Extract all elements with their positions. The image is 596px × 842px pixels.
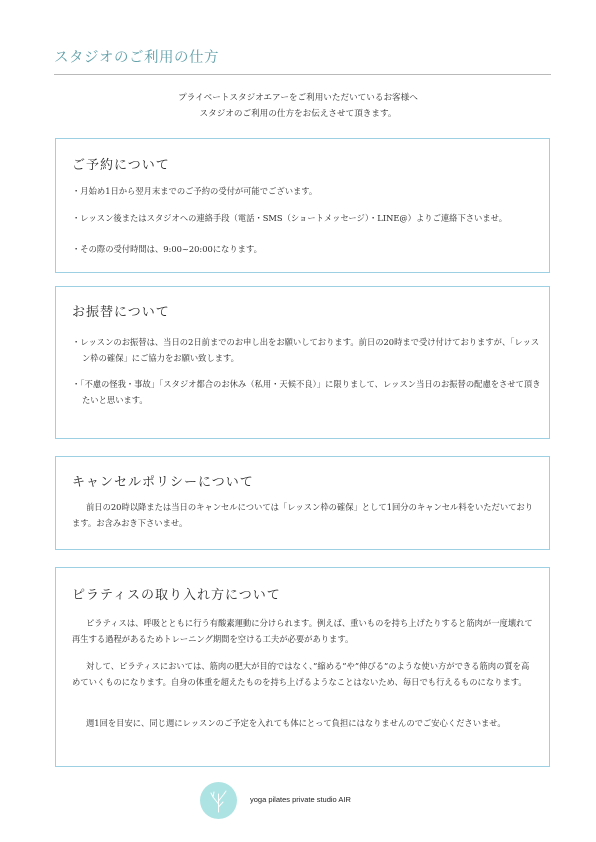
reservation-heading: ご予約について [72,158,170,173]
pilates-section [55,567,550,767]
reservation-item: ・レッスン後またはスタジオへの連絡手段（電話・SMS（ショートメッセージ）・LINE@）よりご連絡下さいませ。 [72,213,507,223]
pilates-paragraph: 対して、ピラティスにおいては、筋肉の肥大が目的ではなく、”縮める”や”伸びる”のような使い方ができる筋肉の質を高めていくものになります。自身の体重を超えたものを持ち上げるようなことはないため、毎日でも行えるものになります。 [72,661,530,687]
tree-logo-icon [200,782,237,819]
reservation-item: ・その際の受付時間は、9:00~20:00になります。 [72,244,262,254]
pilates-heading: ピラティスの取り入れ方について [72,588,281,603]
reschedule-item: ・レッスンのお振替は、当日の2日前までのお申し出をお願いしております。前日の20時まで受け付けておりますが、「レッスン枠の確保」にご協力をお願い致します。 [72,337,540,363]
title-divider [54,74,551,75]
page-title: スタジオのご利用の仕方 [54,50,219,66]
reschedule-item: ・「不慮の怪我・事故」「スタジオ都合のお休み（私用・天候不良）」に限りまして、レッスン当日のお振替の配慮をさせて頂きたいと思います。 [72,379,541,405]
footer [200,782,400,822]
reservation-item: ・月始め1日から翌月末までのご予約の受付が可能でございます。 [72,186,318,196]
cancellation-section [55,456,550,550]
intro-line-1: プライベートスタジオエアーをご利用いただいているお客様へ [178,93,418,103]
intro-line-2: スタジオのご利用の仕方をお伝えさせて頂きます。 [199,109,397,119]
reservation-section [55,138,550,273]
pilates-paragraph: ピラティスは、呼吸とともに行う有酸素運動に分けられます。例えば、重いものを持ち上げたりすると筋肉が一度壊れて再生する過程があるためトレーニング期間を空ける工夫が必要があります。 [72,618,533,644]
cancellation-heading: キャンセルポリシーについて [72,475,254,490]
pilates-paragraph: 週1回を目安に、同じ週にレッスンのご予定を入れても体にとって負担にはなりませんのでご安心くださいませ。 [86,718,506,728]
cancellation-text: 前日の20時以降または当日のキャンセルについては「レッスン枠の確保」として1回分のキャンセル料をいただいております。お含みおき下さいませ。 [72,502,534,528]
reschedule-section [55,286,550,439]
reschedule-heading: お振替について [72,305,170,320]
studio-name: yoga pilates private studio AIR [250,795,351,804]
